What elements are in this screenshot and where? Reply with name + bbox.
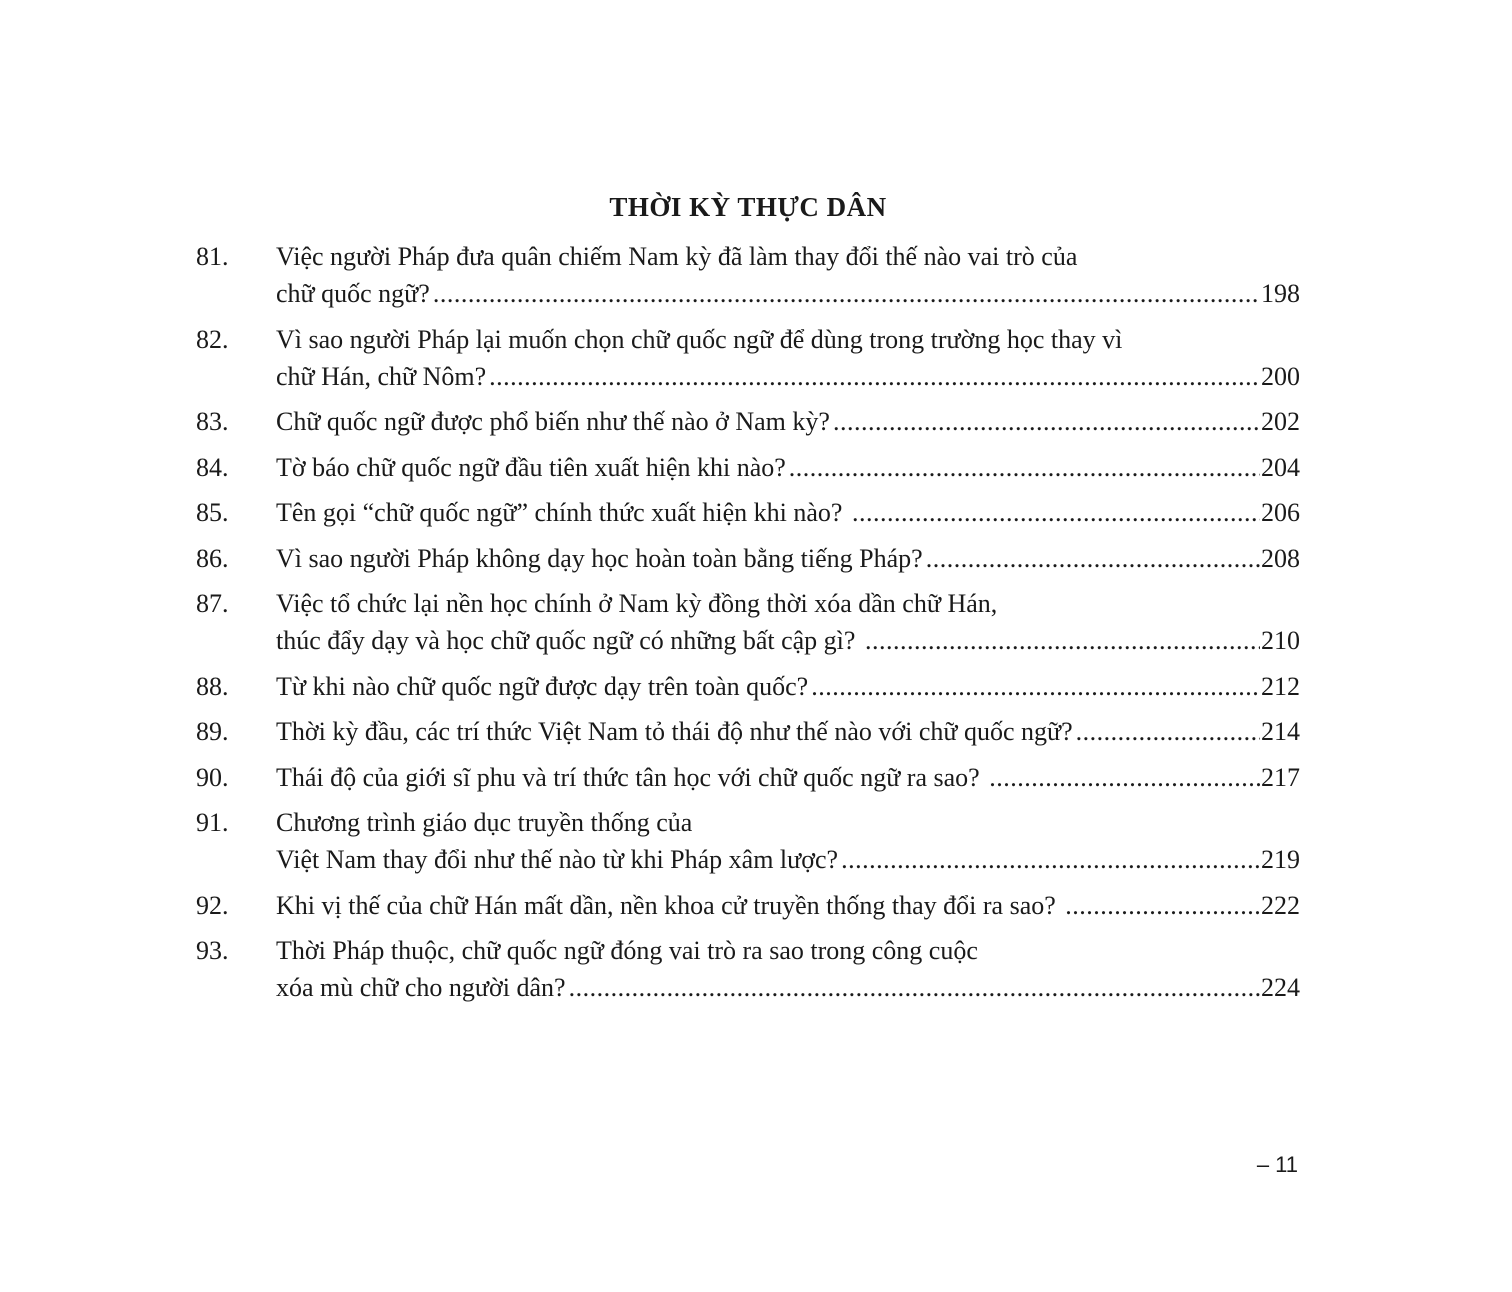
toc-entry[interactable] bbox=[196, 759, 1300, 796]
entry-number: 84. bbox=[196, 452, 229, 482]
dot-leader bbox=[1076, 713, 1260, 750]
entry-title: Vì sao người Pháp không dạy học hoàn toàn bằng tiếng Pháp? bbox=[276, 543, 923, 573]
toc-entry[interactable] bbox=[196, 932, 1300, 1006]
toc-entry[interactable] bbox=[196, 713, 1300, 750]
entry-number: 82. bbox=[196, 324, 229, 354]
toc-entry[interactable] bbox=[196, 449, 1300, 486]
entry-page: 219 bbox=[1261, 845, 1300, 874]
entry-title: Tờ báo chữ quốc ngữ đầu tiên xuất hiện khi nào? bbox=[276, 452, 786, 482]
entry-page: 202 bbox=[1261, 407, 1300, 436]
entry-title: thúc đẩy dạy và học chữ quốc ngữ có những bất cập gì? bbox=[276, 626, 862, 655]
section-title: THỜI KỲ THỰC DÂN bbox=[609, 192, 887, 222]
entry-page: 224 bbox=[1261, 973, 1300, 1002]
page-number: – 11 bbox=[1256, 1152, 1298, 1177]
entry-title-line: Việc tổ chức lại nền học chính ở Nam kỳ đồng thời xóa dần chữ Hán, bbox=[276, 589, 998, 618]
entry-number: 87. bbox=[196, 589, 229, 618]
entry-number: 81. bbox=[196, 242, 229, 271]
entry-title: chữ Hán, chữ Nôm? bbox=[276, 361, 487, 391]
dot-leader bbox=[1065, 887, 1260, 924]
entry-title: chữ quốc ngữ? bbox=[276, 279, 430, 308]
dot-leader bbox=[489, 358, 1260, 395]
entry-page: 198 bbox=[1261, 279, 1300, 308]
entry-number: 85. bbox=[196, 498, 229, 527]
entry-number: 92. bbox=[196, 890, 229, 920]
entry-number: 88. bbox=[196, 671, 229, 701]
dot-leader bbox=[852, 494, 1260, 531]
entry-page: 206 bbox=[1261, 498, 1300, 527]
table-of-contents bbox=[196, 238, 1300, 1015]
entry-page: 222 bbox=[1261, 890, 1300, 920]
entry-title: xóa mù chữ cho người dân? bbox=[276, 973, 566, 1002]
entry-title: Chữ quốc ngữ được phổ biến như thế nào ở Nam kỳ? bbox=[276, 407, 830, 436]
dot-leader bbox=[926, 540, 1260, 577]
dot-leader bbox=[433, 275, 1260, 312]
toc-entry[interactable] bbox=[196, 403, 1300, 440]
toc-entry[interactable] bbox=[196, 540, 1300, 577]
entry-number: 93. bbox=[196, 936, 229, 965]
entry-page: 208 bbox=[1261, 543, 1300, 573]
toc-entry[interactable] bbox=[196, 585, 1300, 659]
dot-leader bbox=[789, 449, 1260, 486]
entry-number: 91. bbox=[196, 808, 229, 837]
entry-title-line: Thời Pháp thuộc, chữ quốc ngữ đóng vai trò ra sao trong công cuộc bbox=[276, 936, 978, 965]
entry-number: 89. bbox=[196, 717, 229, 746]
dot-leader bbox=[811, 668, 1260, 705]
entry-title-line: Việc người Pháp đưa quân chiếm Nam kỳ đã làm thay đổi thế nào vai trò của bbox=[276, 242, 1078, 271]
entry-page: 200 bbox=[1261, 361, 1300, 391]
entry-page: 212 bbox=[1261, 671, 1300, 701]
entry-title: Khi vị thế của chữ Hán mất dần, nền khoa cử truyền thống thay đổi ra sao? bbox=[276, 890, 1063, 920]
dot-leader bbox=[833, 403, 1260, 440]
entry-title: Tên gọi “chữ quốc ngữ” chính thức xuất hiện khi nào? bbox=[276, 498, 849, 527]
entry-title-line: Chương trình giáo dục truyền thống của bbox=[276, 808, 693, 837]
dot-leader bbox=[865, 622, 1260, 659]
entry-page: 210 bbox=[1261, 626, 1300, 655]
toc-entry[interactable] bbox=[196, 494, 1300, 531]
toc-entry[interactable] bbox=[196, 887, 1300, 924]
toc-entry[interactable] bbox=[196, 238, 1300, 312]
dot-leader bbox=[569, 969, 1260, 1006]
entry-title: Thái độ của giới sĩ phu và trí thức tân học với chữ quốc ngữ ra sao? bbox=[276, 762, 987, 792]
entry-title: Từ khi nào chữ quốc ngữ được dạy trên toàn quốc? bbox=[276, 671, 809, 701]
entry-title: Việt Nam thay đổi như thế nào từ khi Pháp xâm lược? bbox=[276, 845, 839, 874]
entry-title-line: Vì sao người Pháp lại muốn chọn chữ quốc ngữ để dùng trong trường học thay vì bbox=[276, 324, 1123, 354]
dot-leader bbox=[841, 841, 1260, 878]
entry-page: 204 bbox=[1261, 452, 1300, 482]
entry-number: 83. bbox=[196, 407, 229, 436]
dot-leader bbox=[989, 759, 1260, 796]
entry-number: 90. bbox=[196, 762, 229, 792]
toc-entry[interactable] bbox=[196, 668, 1300, 705]
entry-title: Thời kỳ đầu, các trí thức Việt Nam tỏ thái độ như thế nào với chữ quốc ngữ? bbox=[276, 717, 1073, 746]
toc-entry[interactable] bbox=[196, 804, 1300, 878]
entry-number: 86. bbox=[196, 543, 229, 573]
entry-page: 214 bbox=[1261, 717, 1300, 746]
toc-entry[interactable] bbox=[196, 321, 1300, 395]
entry-page: 217 bbox=[1261, 762, 1300, 792]
